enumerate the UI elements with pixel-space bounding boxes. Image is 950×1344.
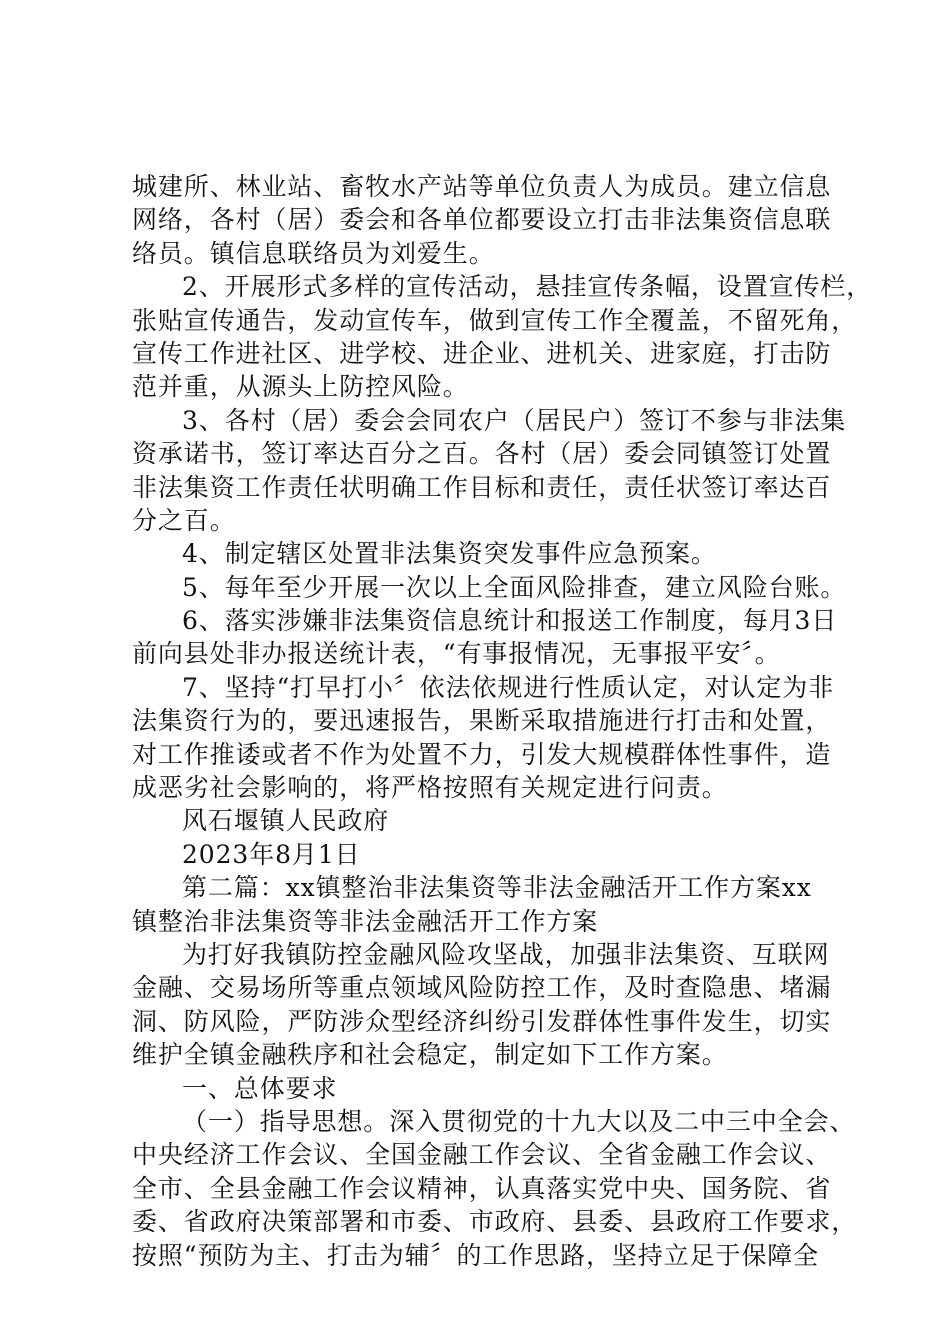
text-line: 网络，各村（居）委会和各单位都要设立打击非法集资信息联 (132, 205, 832, 235)
text-line: 洞、防风险，严防涉众型经济纠纷引发群体性事件发生，切实 (132, 1006, 832, 1036)
text-line: 为打好我镇防控金融风险攻坚战，加强非法集资、互联网 (182, 939, 830, 969)
text-line: （一）指导思想。深入贯彻党的十九大以及二中三中全会、 (182, 1106, 856, 1136)
text-line: 资承诺书，签订率达百分之百。各村（居）委会同镇签订处置 (132, 439, 832, 469)
text-line: 镇整治非法集资等非法金融活开工作方案 (132, 906, 599, 936)
text-line: 一、总体要求 (182, 1073, 338, 1103)
text-line: 6、落实涉嫌非法集资信息统计和报送工作制度，每月3日 (182, 606, 838, 636)
text-line: 第二篇：xx镇整治非法集资等非法金融活开工作方案xx (182, 873, 812, 903)
text-line: 金融、交易场所等重点领域风险防控工作，及时查隐患、堵漏 (132, 973, 832, 1003)
text-line: 张贴宣传通告，发动宣传车，做到宣传工作全覆盖，不留死角， (132, 305, 858, 335)
text-line: 4、制定辖区处置非法集资突发事件应急预案。 (182, 539, 717, 569)
text-line: 络员。镇信息联络员为刘爱生。 (132, 238, 495, 268)
text-line: 非法集资工作责任状明确工作目标和责任，责任状签订率达百 (132, 472, 832, 502)
text-line: 维护全镇金融秩序和社会稳定，制定如下工作方案。 (132, 1040, 728, 1070)
text-line: 2023年8月1日 (182, 839, 361, 869)
text-line: 风石堰镇人民政府 (182, 806, 390, 836)
text-line: 对工作推诿或者不作为处置不力，引发大规模群体性事件，造 (132, 739, 832, 769)
text-line: 按照“预防为主、打击为辅〞的工作思路，坚持立足于保障全 (132, 1240, 820, 1270)
text-line: 中央经济工作会议、全国金融工作会议、全省金融工作会议、 (132, 1140, 832, 1170)
text-line: 3、各村（居）委会会同农户（居民户）签订不参与非法集 (182, 405, 847, 435)
text-line: 成恶劣社会影响的，将严格按照有关规定进行问责。 (132, 773, 728, 803)
text-line: 法集资行为的，要迅速报告，果断采取措施进行打击和处置， (132, 706, 832, 736)
text-line: 2、开展形式多样的宣传活动，悬挂宣传条幅，设置宣传栏， (182, 272, 873, 302)
text-line: 5、每年至少开展一次以上全面风险排查，建立风险台账。 (182, 572, 847, 602)
text-line: 委、省政府决策部署和市委、市政府、县委、县政府工作要求， (132, 1207, 858, 1237)
text-line: 范并重，从源头上防控风险。 (132, 372, 469, 402)
text-line: 城建所、林业站、畜牧水产站等单位负责人为成员。建立信息 (132, 172, 832, 201)
document-body (132, 170, 873, 1272)
text-line: 分之百。 (132, 505, 236, 535)
text-line: 7、坚持“打早打小〞依法依规进行性质认定，对认定为非 (182, 672, 835, 702)
text-line: 前向县处非办报送统计表，“有事报情况，无事报平安〞。 (132, 639, 781, 669)
text-line: 全市、全县金融工作会议精神，认真落实党中央、国务院、省 (132, 1173, 832, 1203)
text-line: 宣传工作进社区、进学校、进企业、进机关、进家庭，打击防 (132, 338, 832, 368)
